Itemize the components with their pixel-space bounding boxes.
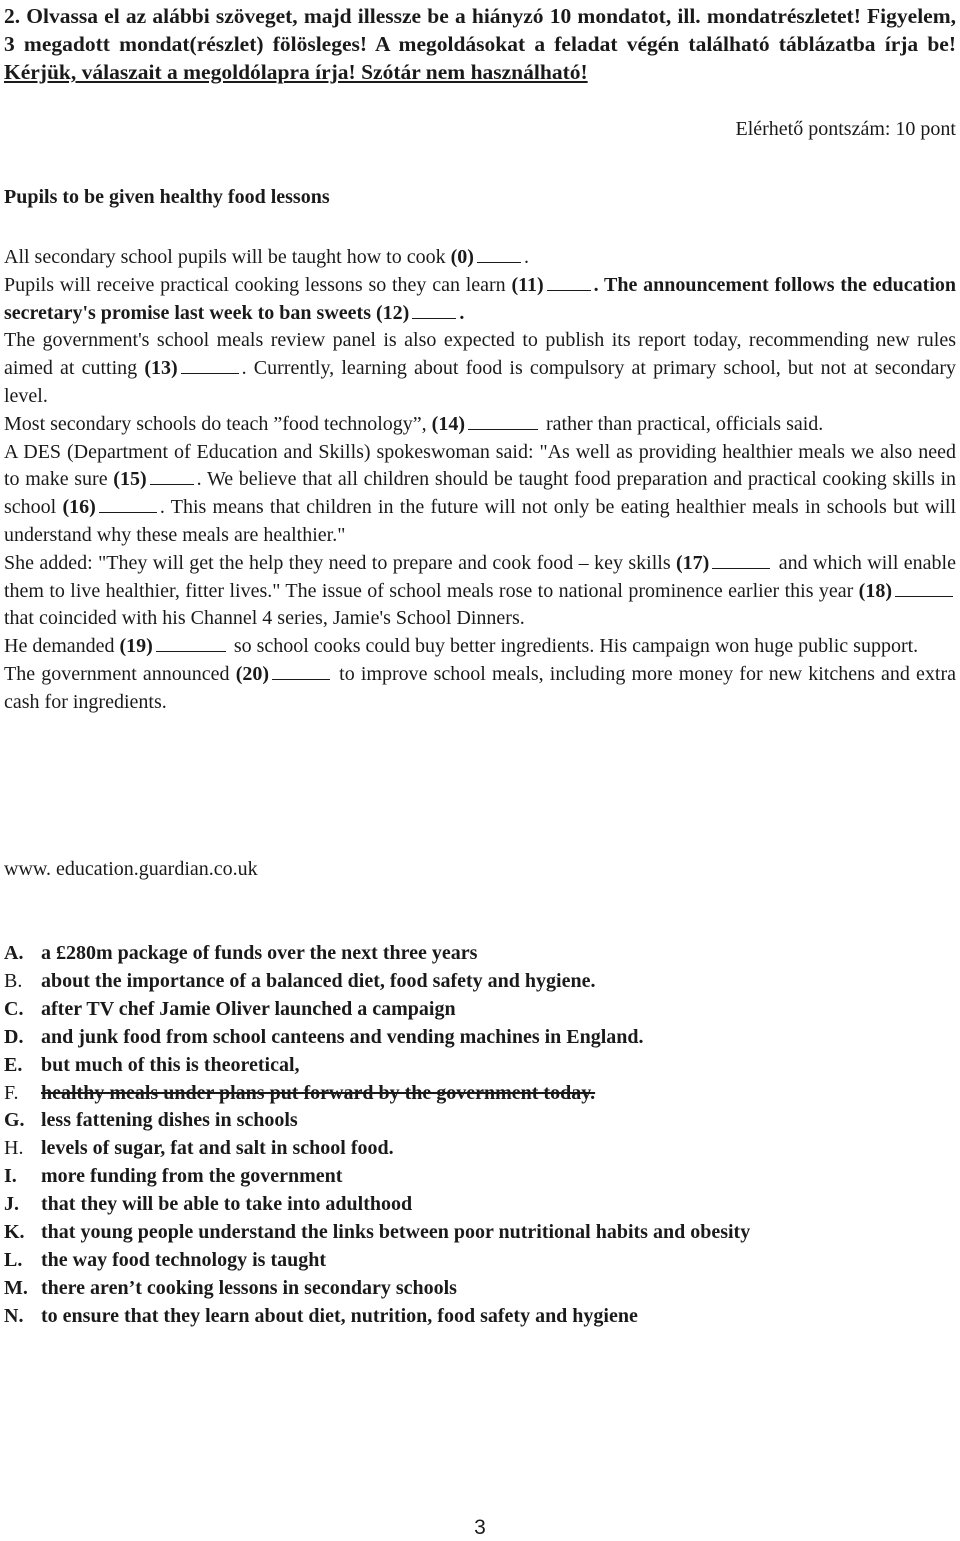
paragraph-7: He demanded (19) so school cooks could buy better ingredients. His campaign won huge public support. [4,635,919,658]
option-item [4,1247,956,1275]
answer-gap [895,579,953,597]
gap-number: (11) [511,273,544,296]
option-item [4,1107,956,1135]
option-letter: A. [4,942,24,964]
option-text: healthy meals under plans put forward by the government today. [41,1081,596,1104]
task-instructions-underlined: Kérjük, válaszait a megoldólapra írja! Szótár nem használható! [4,60,588,84]
option-item [4,1024,956,1052]
answer-gap [150,467,194,485]
gap-number: (17) [676,551,710,574]
paragraph-5: A DES (Department of Education and Skills) spokeswoman said: "As well as providing healthier meals we also need to make sure (15) . We believe that all children should be taught food preparation and practical cooking skills in school (16) . This means that children in the future will not only be eating healthier meals in schools but will understand why these meals are healthier." [4,440,957,546]
option-letter: C. [4,997,24,1020]
option-text: less fattening dishes in schools [41,1109,298,1132]
answer-gap [99,495,157,513]
option-item [4,1191,956,1219]
task-instructions-text: 2. Olvassa el az alábbi szöveget, majd illessze be a hiányzó 10 mondatot, ill. mondatrészletet! Figyelem, 3 megadott mondat(részlet) fölösleges! A megoldásokat a feladat végén található táblázatba írja be! [4,4,956,56]
option-text: there aren’t cooking lessons in secondary schools [41,1276,457,1299]
option-letter: K. [4,1221,25,1244]
option-letter: I. [4,1165,17,1188]
option-item [4,940,956,968]
paragraph-4: Most secondary schools do teach ”food technology”, (14) rather than practical, officials said. [4,412,824,435]
option-letter: N. [4,1304,24,1327]
answer-options-list [4,940,956,1331]
answer-gap [712,551,770,569]
article-source: www. education.guardian.co.uk [4,858,258,880]
option-item [4,1135,956,1163]
option-item [4,1275,956,1303]
page-number: 3 [474,1516,486,1539]
paragraph-6: She added: "They will get the help they need to prepare and cook food – key skills (17) and which will enable them to live healthier, fitter lives." The issue of school meals rose to national prominence earlier this year (18) that coincided with his Channel 4 series, Jamie's School Dinners. [4,551,956,630]
gap-number: (14) [431,412,465,435]
option-letter: F. [4,1081,19,1104]
option-item [4,1219,956,1247]
option-text: about the importance of a balanced diet, food safety and hygiene. [41,969,596,992]
option-text: to ensure that they learn about diet, nutrition, food safety and hygiene [41,1304,638,1327]
gap-number: (20) [235,662,270,685]
option-text: a £280m package of funds over the next three years [41,942,478,964]
option-item-example [4,1080,956,1108]
answer-gap [547,273,591,291]
gap-number: (19) [119,635,153,658]
option-text: after TV chef Jamie Oliver launched a campaign [41,997,456,1020]
gap-number: (15) [113,468,147,491]
paragraph-1: All secondary school pupils will be taught how to cook (0) . [4,246,529,268]
option-text: but much of this is theoretical, [41,1053,300,1076]
option-letter: G. [4,1109,25,1132]
answer-gap [181,356,239,374]
paragraph-8: The government announced (20) to improve school meals, including more money for new kitchens and extra cash for ingredients. [4,662,956,713]
answer-gap [477,245,521,263]
option-letter: J. [4,1193,19,1216]
task-instructions [4,2,956,86]
article-title: Pupils to be given healthy food lessons [4,186,330,208]
paragraph-2: Pupils will receive practical cooking lessons so they can learn (11) . The announcement follows the education secretary's promise last week to ban sweets (12) . [4,273,956,324]
option-letter: E. [4,1053,23,1076]
points-available: Elérhető pontszám: 10 pont [735,118,956,140]
gap-number: (12) [375,301,410,324]
paragraph-3: The government's school meals review panel is also expected to publish its report today, recommending new rules aimed at cutting (13) . Currently, learning about food is compulsory at primary school, but not at secondary level. [4,329,957,407]
option-letter: D. [4,1025,24,1048]
option-item [4,1303,956,1331]
option-letter: H. [4,1137,24,1160]
option-text: that young people understand the links between poor nutritional habits and obesity [41,1221,751,1244]
answer-gap [272,662,330,680]
option-letter: L. [4,1248,23,1271]
option-text: the way food technology is taught [41,1248,327,1271]
answer-gap [412,301,456,319]
answer-gap [156,634,226,652]
option-text: levels of sugar, fat and salt in school food. [41,1137,394,1160]
article-body [4,244,956,717]
gap-number: (16) [62,496,96,519]
option-letter: B. [4,969,23,992]
gap-number: (13) [144,357,178,380]
option-item [4,996,956,1024]
option-text: that they will be able to take into adulthood [41,1193,413,1216]
gap-number: (0) [450,246,474,268]
option-item [4,968,956,996]
option-letter: M. [4,1276,28,1299]
option-item [4,1052,956,1080]
option-text: and junk food from school canteens and vending machines in England. [41,1025,644,1048]
answer-gap [468,412,538,430]
option-text: more funding from the government [41,1165,343,1188]
gap-number: (18) [858,579,892,602]
option-item [4,1163,956,1191]
